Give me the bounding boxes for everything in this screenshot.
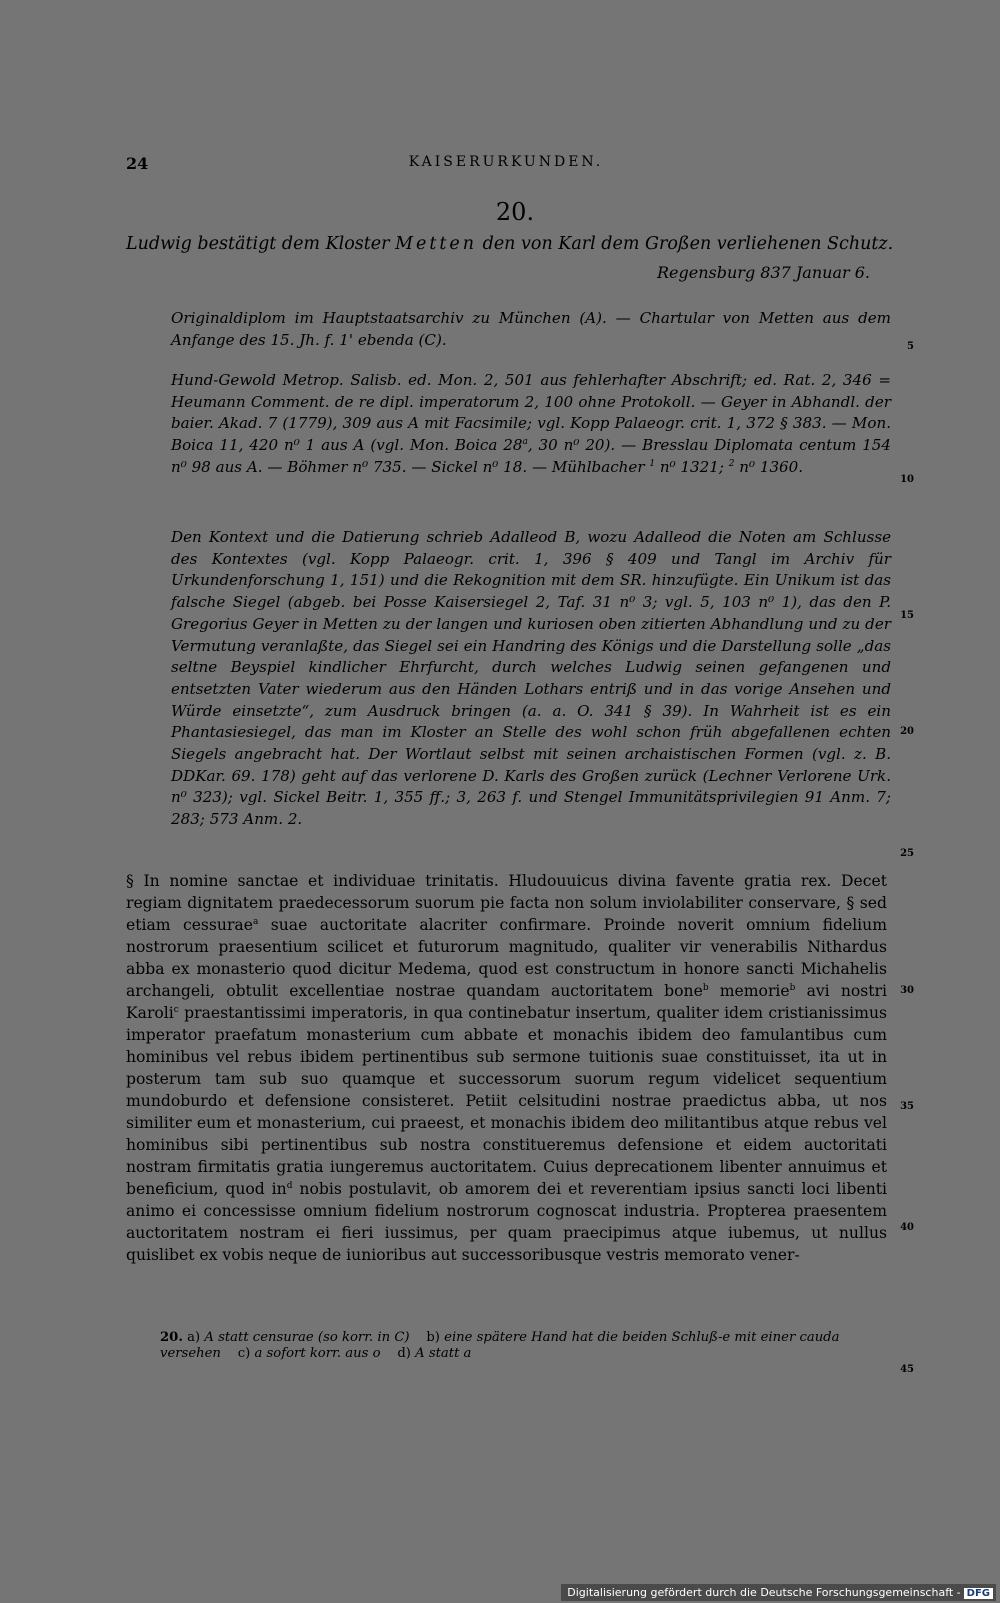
footnote-b-mark: b) [426, 1330, 440, 1345]
charter-text [126, 870, 887, 1266]
title-place-name: Metten [395, 234, 478, 254]
digitization-credit [561, 1584, 996, 1601]
charter-text-3: memorie [708, 982, 790, 1000]
charter-text-6: nobis postulavit, ob amorem dei et reverentiam ipsius sancti loci libenti animo ei concessisse omnium fidelium nostrorum cognoscat industria. Propterea praesentem auctoritatem nostram ei fieri iussimus, per quam praecipimus atque iubemus, ut nullus quislibet ex vobis neque de iunioribus aut successoribusque vestris memorato vener- [126, 1180, 887, 1264]
tradition-note: Originaldiplom im Hauptstaatsarchiv zu München (A). — Chartular von Metten aus dem Anfange des 15. Jh. f. 1' ebenda (C). [171, 309, 891, 349]
editions-superscript-2: 2 [728, 458, 735, 469]
charter-text-2: suae auctoritate alacriter confirmare. Proinde noverit omnium fidelium nostrorum praesentium scilicet et futurorum magnitudo, qualiter vir venerabilis Nithardus abba ex monasterio quod dicitur Medema, quod est constructum in honore sancti Michahelis archangeli, obtulit excellentiae nostrae quandam auctoritatem bone [126, 916, 888, 1000]
document-number: 20. [495, 198, 535, 226]
line-number: 20 [900, 726, 914, 737]
dfg-logo: DFG [964, 1588, 993, 1599]
footnote-d-text: A statt a [415, 1345, 472, 1361]
document-place-date: Regensburg 837 Januar 6. [657, 263, 870, 282]
footnote-ref-b: b [702, 982, 709, 993]
footnote-d-mark: d) [397, 1345, 411, 1361]
footnote-ref-b-2: b [789, 982, 796, 993]
line-number: 15 [900, 610, 914, 621]
footnote-document-number: 20. [160, 1330, 183, 1345]
line-number: 35 [900, 1101, 914, 1112]
footnote-c-mark: c) [237, 1345, 251, 1361]
footnote-b-text: eine spätere Hand hat die beiden Schluß-e mit einer cauda versehen [160, 1330, 840, 1361]
line-number: 10 [900, 474, 914, 485]
document-title [126, 234, 894, 254]
editions-superscript-a: a [522, 437, 528, 448]
line-number: 30 [900, 985, 914, 996]
charter-text-1: § In nomine sanctae et individuae trinitatis. Hludouuicus divina favente gratia rex. Decet regiam dignitatem praedecessorum suorum pie facta non solum inviolabiliter conservare, § sed etiam cessurae [126, 872, 887, 934]
page-header [126, 154, 886, 178]
footnote-c-text: a sofort korr. aus o [254, 1345, 381, 1361]
footnote-ref-a: a [252, 916, 259, 927]
editions-text-b: , 30 n⁰ 20). — Bresslau Diplomata centum 154 n⁰ 98 aus A. — Böhmer n⁰ 735. — Sickel n⁰ 18. — Mühlbacher [171, 436, 891, 476]
charter-text-4: avi nostri Karoli [126, 982, 887, 1022]
footnote-a-mark: a) [187, 1330, 201, 1345]
line-number: 40 [900, 1222, 914, 1233]
page-number: 24 [126, 154, 149, 173]
credit-text: Digitalisierung gefördert durch die Deutsche Forschungsgemeinschaft - [567, 1586, 961, 1599]
footnote-a-text: A statt censurae (so korr. in C) [204, 1330, 410, 1345]
line-number: 25 [900, 848, 914, 859]
editions-text-c: n⁰ 1321; [655, 457, 729, 476]
editions-text-a: Hund-Gewold Metrop. Salisb. ed. Mon. 2, 501 aus fehlerhafter Abschrift; ed. Rat. 2, 346 = Heumann Comment. de re dipl. imperatorum 2, 100 ohne Protokoll. — Geyer in Abhandl. der baier. Akad. 7 (1779), 309 aus A mit Facsimile; vgl. Kopp Palaeogr. crit. 1, 372 § 383. — Mon. Boica 11, 420 n⁰ 1 aus A (vgl. Mon. Boica 28 [171, 371, 891, 455]
footnotes [160, 1330, 886, 1361]
editions-superscript-1: 1 [649, 458, 656, 469]
editions-note [171, 370, 891, 479]
editions-text-d: n⁰ 1360. [734, 457, 804, 476]
footnote-ref-d: d [286, 1180, 293, 1191]
running-head: KAISERURKUNDEN. [408, 154, 604, 170]
title-part-1: Ludwig bestätigt dem Kloster [126, 234, 396, 254]
charter-text-5: praestantissimi imperatoris, in qua continebatur insertum, qualiter idem cristianissimus imperator praefatum monasterium cum abbate et monachis ibidem deo famulantibus cum hominibus vel rebus ibidem pertinentibus sub sermone tuitionis suae constituisset, ita ut in posterum tam sub suo quamque et successorum suorum regum videlicet sequentium mundoburdo et defensione consisteret. Petiit celsitudini nostrae praedictus abba, ut nos similiter eum et monasterium, cui praeest, et monachis ibidem deo militantibus atque rebus vel hominibus sibi pertinentibus sub nostra constitueremus defensione et eidem auctoritati nostram firmitatis gratia iungeremus auctoritatem. Cuius deprecationem libenter annuimus et beneficium, quod in [126, 1004, 887, 1198]
title-part-2: den von Karl dem Großen verliehenen Schutz. [477, 234, 894, 254]
footnote-ref-c: c [173, 1004, 179, 1015]
line-number: 45 [900, 1364, 914, 1375]
line-number: 5 [907, 341, 914, 352]
commentary-note: Den Kontext und die Datierung schrieb Adalleod B, wozu Adalleod die Noten am Schlusse des Kontextes (vgl. Kopp Palaeogr. crit. 1, 396 § 409 und Tangl im Archiv für Urkundenforschung 1, 151) und die Rekognition mit dem SR. hinzufügte. Ein Unikum ist das falsche Siegel (abgeb. bei Posse Kaisersiegel 2, Taf. 31 n⁰ 3; vgl. 5, 103 n⁰ 1), das den P. Gregorius Geyer in Metten zu der langen und kuriosen oben zitierten Abhandlung und zu der Vermutung veranlaßte, das Siegel sei ein Handring des Königs und die Darstellung solle „das seltne Beyspiel kindlicher Ehrfurcht, durch welches Ludwig seinen gefangenen und entsetzten Vater wiederum aus den Händen Lothars entriß und in das vorige Ansehen und Würde einsetzte“, zum Ausdruck bringen (a. a. O. 341 § 39). In Wahrheit ist es ein Phantasiesiegel, das man im Kloster an Stelle des wohl schon früh abgefallenen echten Siegels angebracht hat. Der Wortlaut selbst mit seinen archaistischen Formen (vgl. z. B. DDKar. 69. 178) geht auf das verlorene D. Karls des Großen zurück (Lechner Verlorene Urk. n⁰ 323); vgl. Sickel Beitr. 1, 355 ff.; 3, 263 f. und Stengel Immunitätsprivilegien 91 Anm. 7; 283; 573 Anm. 2. [171, 528, 891, 829]
